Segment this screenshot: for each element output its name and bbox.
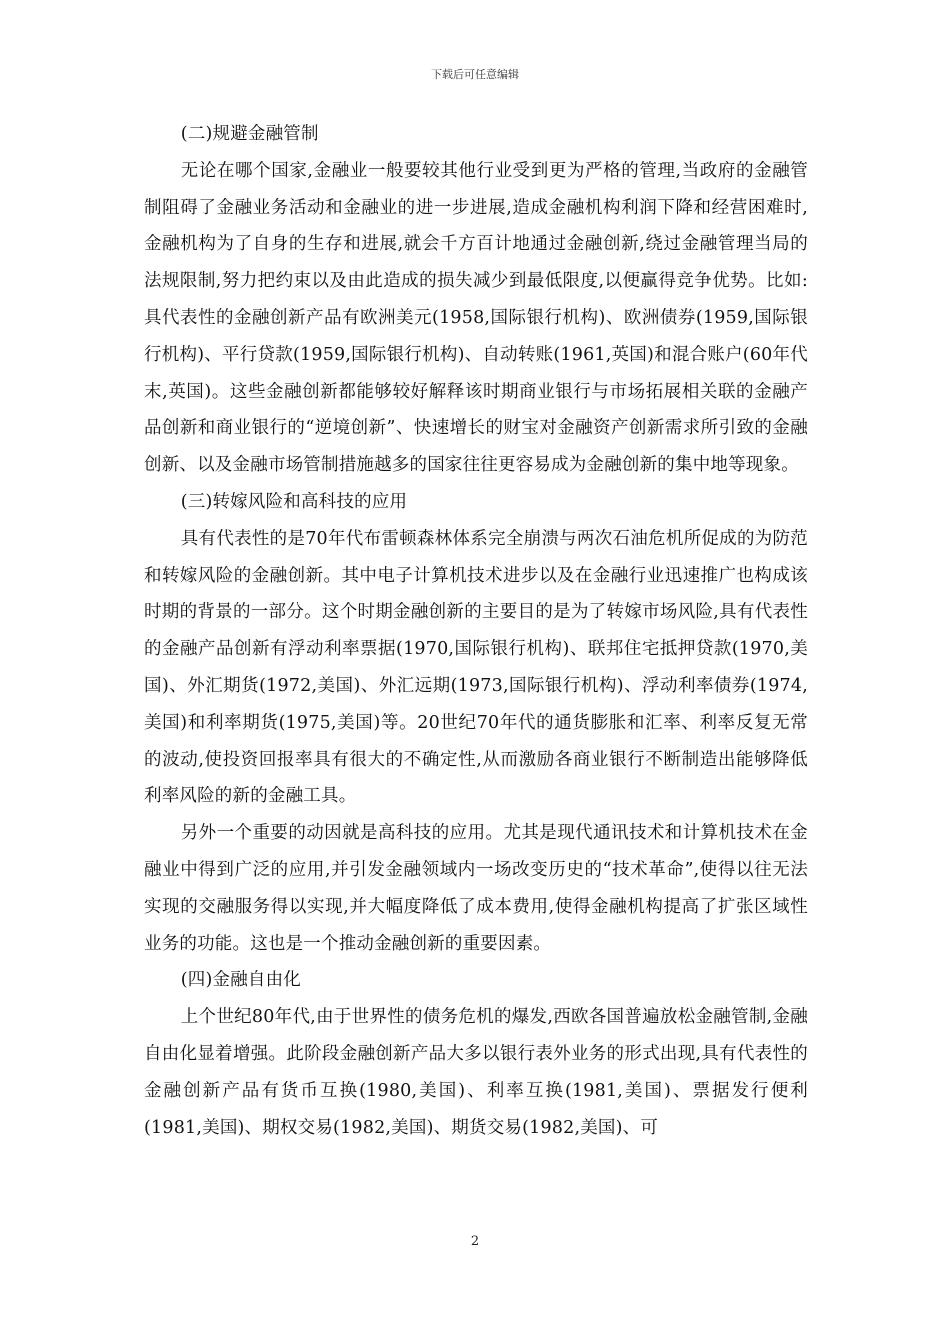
document-body xyxy=(144,116,808,1146)
body-paragraph: 另外一个重要的动因就是高科技的应用。尤其是现代通讯技术和计算机技术在金融业中得到广泛的应用,并引发金融领域内一场改变历史的“技术革命”,使得以往无法实现的交融服务得以实现,并大幅度降低了成本费用,使得金融机构提高了扩张区域性业务的功能。这也是一个推动金融创新的重要因素。 xyxy=(144,823,808,954)
page-number: 2 xyxy=(470,1234,480,1249)
section-heading: (四)金融自由化 xyxy=(180,970,302,991)
page-header-watermark: 下载后可任意编辑 xyxy=(431,68,519,81)
section-heading: (二)规避金融管制 xyxy=(180,124,319,144)
body-paragraph: 无论在哪个国家,金融业一般要较其他行业受到更为严格的管理,当政府的金融管制阻碍了金融业务活动和金融业的进一步进展,造成金融机构利润下降和经营困难时,金融机构为了自身的生存和进展,就会千方百计地通过金融创新,绕过金融管理当局的法规限制,努力把约束以及由此造成的损失减少到最低限度,以便赢得竞争优势。比如:具代表性的金融创新产品有欧洲美元(1958,国际银行机构)、欧洲债券(1959,国际银行机构)、平行贷款(1959,国际银行机构)、自动转账(1961,英国)和混合账户(60年代末,英国)。这些金融创新都能够较好解释该时期商业银行与市场拓展相关联的金融产品创新和商业银行的“逆境创新”、快速增长的财宝对金融资产创新需求所引致的金融创新、以及金融市场管制措施越多的国家往往更容易成为金融创新的集中地等现象。 xyxy=(144,160,808,476)
section-heading: (三)转嫁风险和高科技的应用 xyxy=(180,491,408,512)
body-paragraph: 上个世纪80年代,由于世界性的债务危机的爆发,西欧各国普遍放松金融管制,金融自由化显着增强。此阶段金融创新产品大多以银行表外业务的形式出现,具有代表性的金融创新产品有货币互换(1980,美国)、利率互换(1981,美国)、票据发行便利(1981,美国)、期权交易(1982,美国)、期货交易(1982,美国)、可 xyxy=(144,1007,808,1138)
body-paragraph: 具有代表性的是70年代布雷顿森林体系完全崩溃与两次石油危机所促成的为防范和转嫁风险的金融创新。其中电子计算机技术进步以及在金融行业迅速推广也构成该时期的背景的一部分。这个时期金融创新的主要目的是为了转嫁市场风险,具有代表性的金融产品创新有浮动利率票据(1970,国际银行机构)、联邦住宅抵押贷款(1970,美国)、外汇期货(1972,美国)、外汇远期(1973,国际银行机构)、浮动利率债券(1974,美国)和利率期货(1975,美国)等。20世纪70年代的通货膨胀和汇率、利率反复无常的波动,使投资回报率具有很大的不确定性,从而激励各商业银行不断制造出能够降低利率风险的新的金融工具。 xyxy=(144,528,808,807)
